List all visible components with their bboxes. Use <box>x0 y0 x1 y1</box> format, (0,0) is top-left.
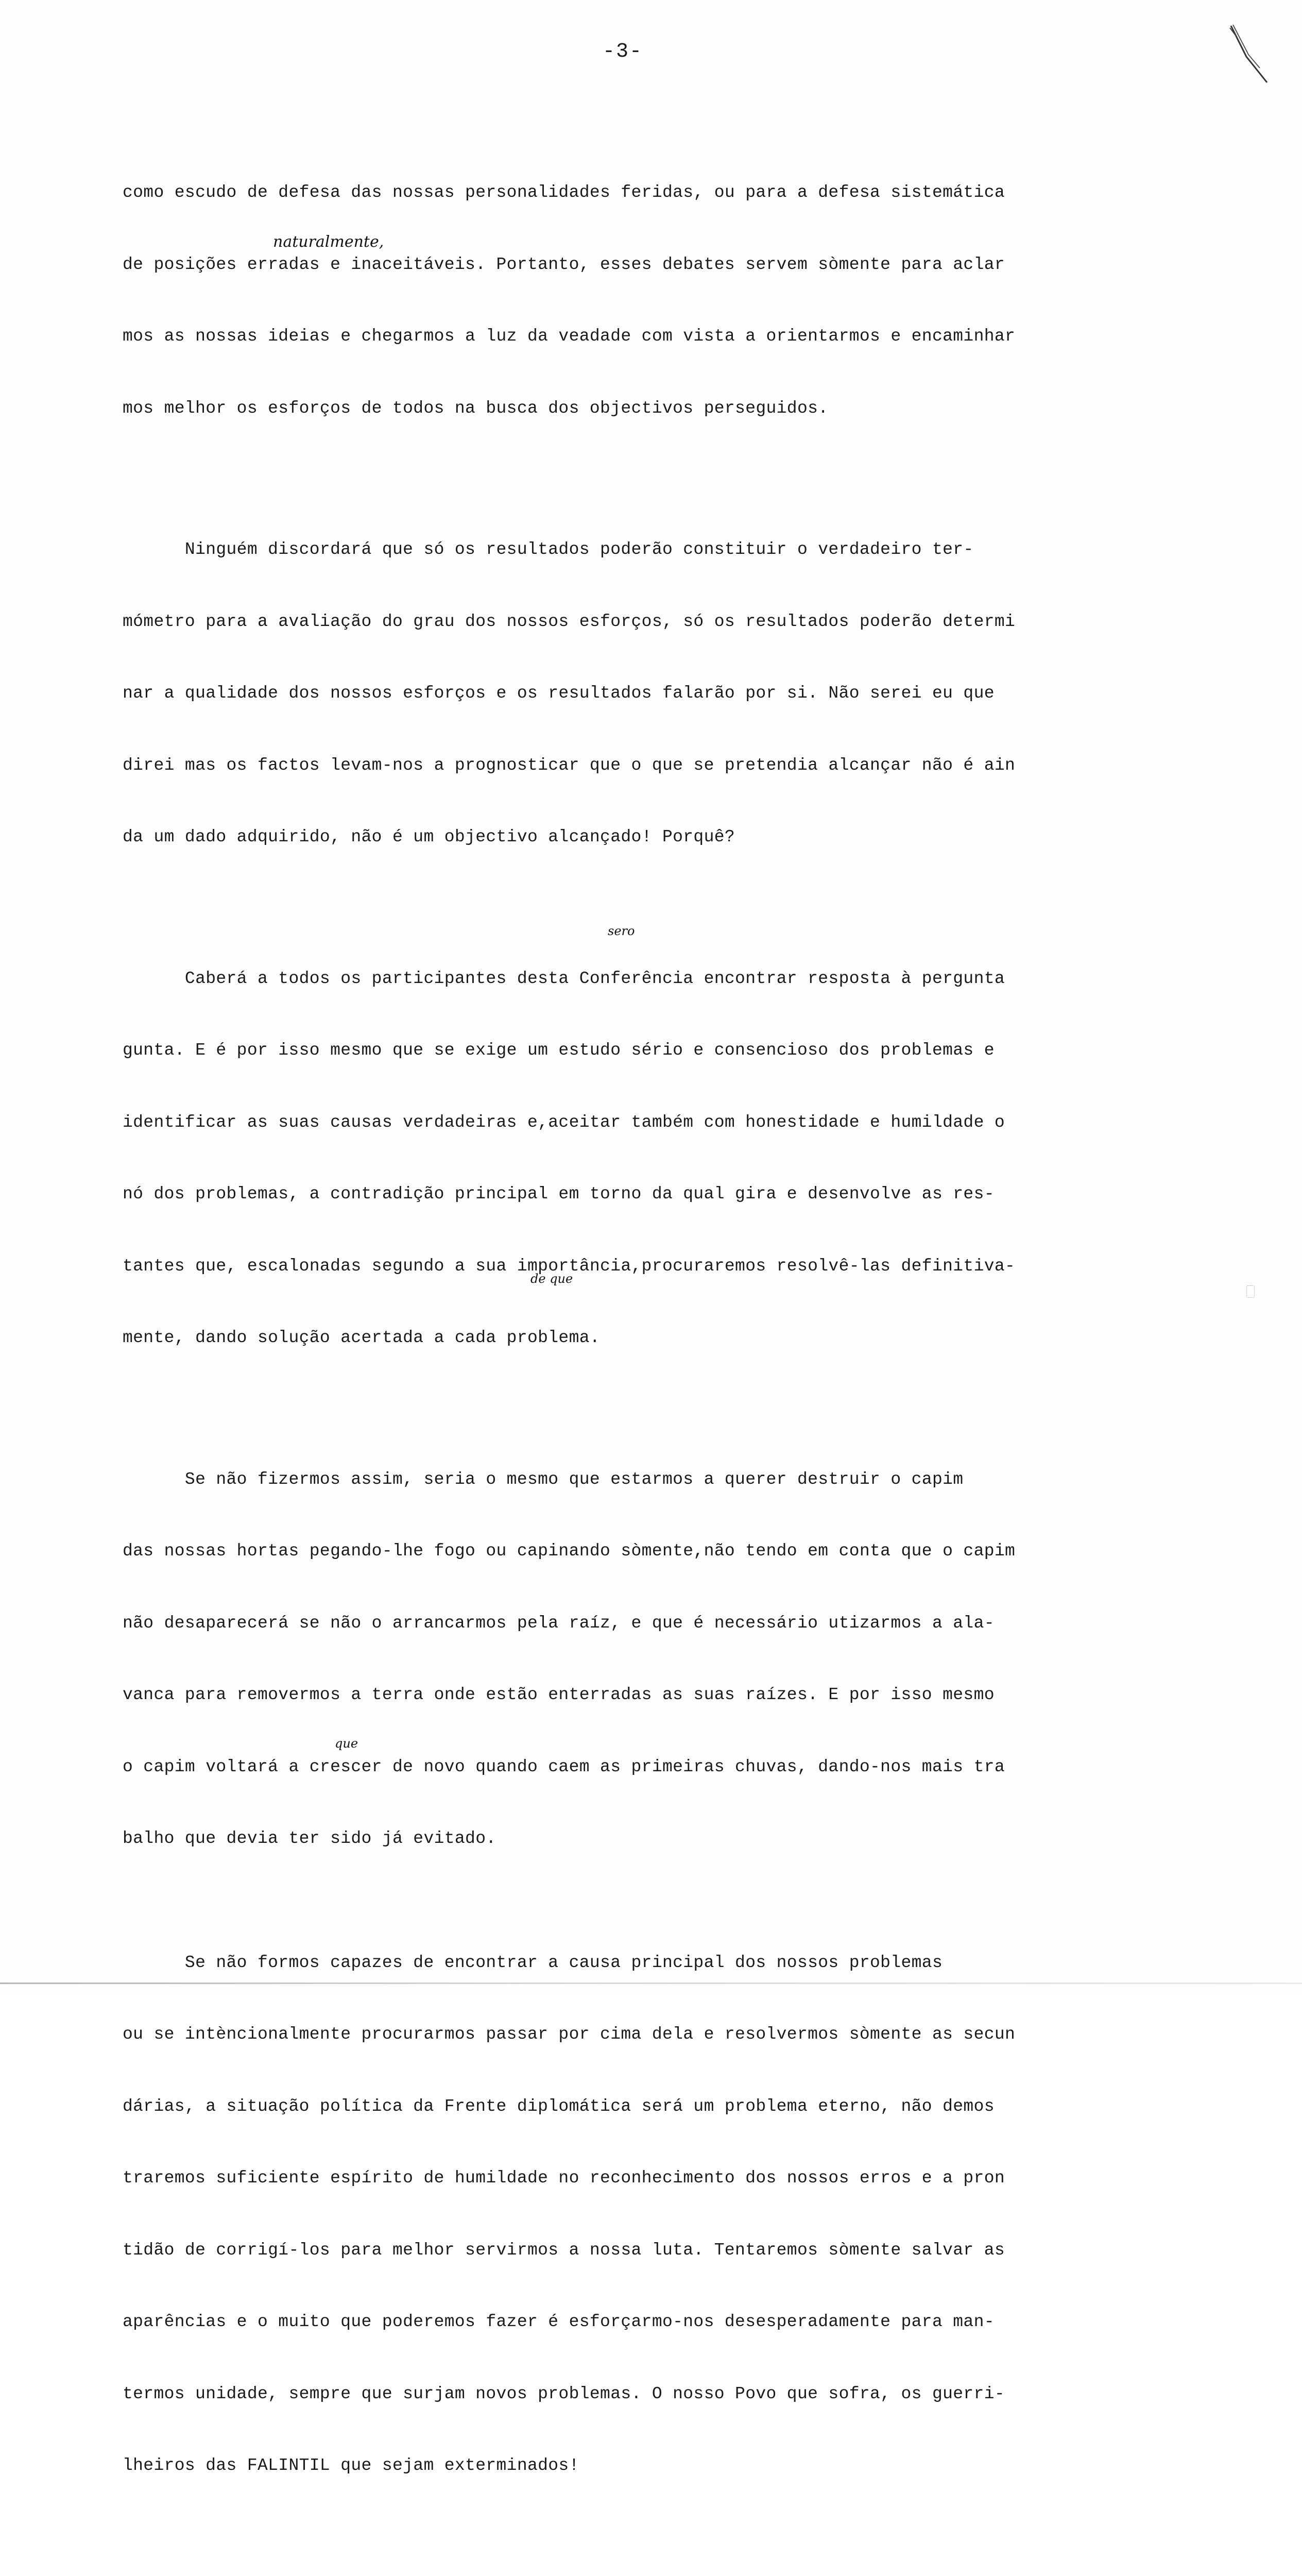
paragraph <box>123 1903 1214 2526</box>
text-line: mente, dando solução acertada a cada problema. <box>123 1326 1214 1350</box>
text-line: ou se intèncionalmente procurarmos passar por cima dela e resolvermos sòmente as secun <box>123 2023 1214 2047</box>
text-line: nó dos problemas, a contradição principal em torno da qual gira e desenvolve as res- <box>123 1182 1214 1207</box>
handwritten-annotation-sero: sero <box>608 924 635 938</box>
text-line: das nossas hortas pegando-lhe fogo ou capinando sòmente,não tendo em conta que o capim <box>123 1539 1214 1564</box>
text-line: de posições erradas e inaceitáveis. Portanto, esses debates servem sòmente para aclar <box>123 253 1214 277</box>
handwritten-annotation-naturalmente: naturalmente, <box>273 233 384 251</box>
text-line: como escudo de defesa das nossas personalidades feridas, ou para a defesa sistemática <box>123 181 1214 205</box>
margin-speck <box>1246 1285 1255 1298</box>
text-line: aparências e o muito que poderemos fazer é esforçarmo-nos desesperadamente para man- <box>123 2310 1214 2334</box>
text-line: o capim voltará a crescer de novo quando caem as primeiras chuvas, dando-nos mais tra <box>123 1755 1214 1780</box>
text-line: dárias, a situação política da Frente diplomática será um problema eterno, não demos <box>123 2095 1214 2119</box>
paragraph <box>123 133 1214 468</box>
handwritten-annotation-que: que <box>335 1736 358 1751</box>
handwritten-annotation-de-que: de que <box>530 1272 573 1286</box>
text-line: mos melhor os esforços de todos na busca dos objectivos perseguidos. <box>123 397 1214 421</box>
text-line: da um dado adquirido, não é um objectivo alcançado! Porquê? <box>123 825 1214 850</box>
paragraph <box>123 2548 1214 2576</box>
text-line: vanca para removermos a terra onde estão enterradas as suas raízes. E por isso mesmo <box>123 1683 1214 1707</box>
body-text <box>123 133 1214 2576</box>
text-line: lheiros das FALINTIL que sejam exterminados! <box>123 2454 1214 2478</box>
text-line: traremos suficiente espírito de humildade no reconhecimento dos nossos erros e a pron <box>123 2166 1214 2191</box>
paragraph <box>123 490 1214 897</box>
text-line: gunta. E é por isso mesmo que se exige um estudo sério e consencioso dos problemas e <box>123 1039 1214 1063</box>
text-line: mómetro para a avaliação do grau dos nossos esforços, só os resultados poderão determi <box>123 610 1214 634</box>
text-line: identificar as suas causas verdadeiras e,aceitar também com honestidade e humildade o <box>123 1111 1214 1135</box>
text-line: balho que devia ter sido já evitado. <box>123 1827 1214 1851</box>
text-line: mos as nossas ideias e chegarmos a luz da veadade com vista a orientarmos e encaminhar <box>123 325 1214 349</box>
paragraph <box>123 1420 1214 1899</box>
text-line: não desaparecerá se não o arrancarmos pela raíz, e que é necessário utizarmos a ala- <box>123 1612 1214 1636</box>
text-line: tidão de corrigí-los para melhor servirmos a nossa luta. Tentaremos sòmente salvar as <box>123 2239 1214 2263</box>
text-line: tantes que, escalonadas segundo a sua importância,procuraremos resolvê-las definitiva- <box>123 1255 1214 1279</box>
text-line: Ninguém discordará que só os resultados poderão constituir o verdadeiro ter- <box>123 538 1214 562</box>
text-line: termos unidade, sempre que surjam novos problemas. O nosso Povo que sofra, os guerri- <box>123 2382 1214 2406</box>
scan-edge-line <box>0 1982 1302 1984</box>
text-line: nar a qualidade dos nossos esforços e os resultados falarão por si. Não serei eu que <box>123 682 1214 706</box>
text-line: Se não formos capazes de encontrar a causa principal dos nossos problemas <box>123 1951 1214 1975</box>
text-line: direi mas os factos levam-nos a prognosticar que o que se pretendia alcançar não é ain <box>123 754 1214 778</box>
page-number: -3- <box>603 40 643 63</box>
text-line: Caberá a todos os participantes desta Conferência encontrar resposta à perguntа <box>123 967 1214 991</box>
paragraph <box>123 919 1214 1398</box>
pen-stroke-mark <box>1226 21 1272 88</box>
text-line: Se não fizermos assim, seria o mesmo que estarmos a querer destruir o capim <box>123 1468 1214 1492</box>
